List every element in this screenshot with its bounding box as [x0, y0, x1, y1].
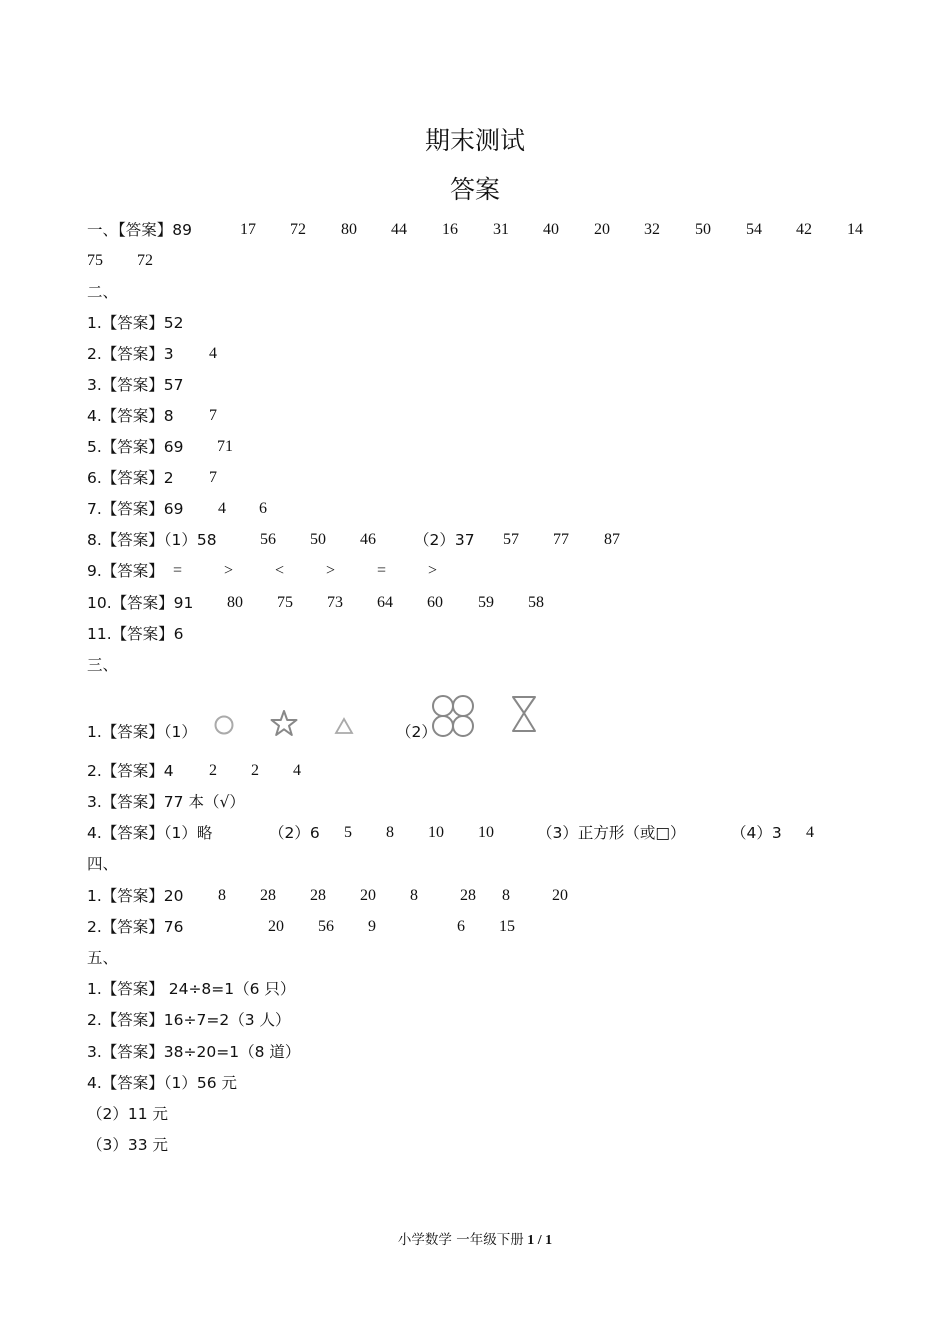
- section-1-label: 一、【答案】89: [87, 221, 192, 239]
- answer-value: 50: [695, 221, 711, 238]
- answer-value: （4）3: [731, 824, 782, 842]
- answer-value: 2: [251, 762, 259, 779]
- answer-value: 4: [806, 824, 814, 841]
- answer-value: >: [326, 562, 336, 579]
- answer-value: >: [224, 562, 234, 579]
- answer-line: [87, 624, 287, 644]
- answer-value: （3）正方形（或□）: [537, 824, 686, 842]
- answer-label: 4.【答案】8: [87, 407, 174, 425]
- page-footer: [0, 1228, 950, 1249]
- answer-line: [87, 917, 547, 937]
- answer-value: 87: [604, 531, 620, 548]
- answer-sub-label: （2）11 元: [87, 1105, 169, 1123]
- answer-value: 10: [428, 824, 444, 841]
- section-1-row-1: [87, 220, 887, 240]
- answer-value: 28: [260, 887, 276, 904]
- answer-label: 3.【答案】38÷20=1（8 道）: [87, 1043, 301, 1061]
- section-2-label: 二、: [87, 283, 119, 301]
- answer-value: 8: [386, 824, 394, 841]
- circle-icon: [213, 714, 235, 736]
- answer-line: [87, 561, 487, 581]
- answer-line: [87, 792, 327, 812]
- page-subtitle: 答案: [449, 175, 500, 204]
- answer-value: 28: [310, 887, 326, 904]
- answer-value: 15: [499, 918, 515, 935]
- answer-label: 2.【答案】3: [87, 345, 174, 363]
- answer-line: [87, 1135, 287, 1155]
- answer-value: 16: [442, 221, 458, 238]
- page-title: 期末测试: [424, 126, 525, 155]
- answer-label: 1.【答案】52: [87, 314, 184, 332]
- answer-sub-label: （3）33 元: [87, 1136, 169, 1154]
- answer-value: 72: [290, 221, 306, 238]
- section-4-label: 四、: [87, 855, 119, 873]
- answer-value: 20: [360, 887, 376, 904]
- answer-label: 10.【答案】91: [87, 594, 194, 612]
- answer-label: 1.【答案】20: [87, 887, 184, 905]
- answer-label: 6.【答案】2: [87, 469, 174, 487]
- answer-value: 80: [341, 221, 357, 238]
- answer-value: 2: [209, 762, 217, 779]
- answer-line: [87, 886, 587, 906]
- footer-page-number: 1 / 1: [527, 1233, 553, 1248]
- section-3-label: 三、: [87, 656, 119, 674]
- answer-value: 60: [427, 594, 443, 611]
- answer-line: [87, 593, 587, 613]
- answer-value: 46: [360, 531, 376, 548]
- answer-label: 1.【答案】 24÷8=1（6 只）: [87, 980, 296, 998]
- answer-line: [87, 761, 327, 781]
- answer-value: 9: [368, 918, 376, 935]
- answer-value: 72: [137, 252, 153, 269]
- answer-line: [87, 823, 827, 843]
- section-5-label: 五、: [87, 949, 119, 967]
- answer-label: 5.【答案】69: [87, 438, 184, 456]
- answer-value: >: [428, 562, 438, 579]
- answer-line: [87, 375, 287, 395]
- answer-value: 20: [594, 221, 610, 238]
- answer-value: 71: [217, 438, 233, 455]
- answer-value: 20: [268, 918, 284, 935]
- star-icon: [269, 709, 299, 737]
- answer-line: [87, 530, 647, 550]
- answer-label: 1.【答案】（1）: [87, 723, 197, 741]
- answer-line: [87, 344, 287, 364]
- answer-label: 4.【答案】（1）56 元: [87, 1074, 238, 1092]
- answer-value: 64: [377, 594, 393, 611]
- answer-value: 20: [552, 887, 568, 904]
- answer-value: 40: [543, 221, 559, 238]
- answer-value: 77: [553, 531, 569, 548]
- section-1-row-2: [87, 251, 187, 271]
- answer-line: [87, 1073, 387, 1093]
- answer-value: 8: [218, 887, 226, 904]
- answer-value: 58: [528, 594, 544, 611]
- answer-label: 3.【答案】77 本（√）: [87, 793, 245, 811]
- answer-value: 4: [293, 762, 301, 779]
- answer-value: <: [275, 562, 285, 579]
- stacked-triangles-icon: [510, 694, 540, 736]
- answer-label: 9.【答案】: [87, 562, 164, 580]
- answer-label: 11.【答案】6: [87, 625, 184, 643]
- answer-line: [87, 1010, 387, 1030]
- answer-value: 56: [318, 918, 334, 935]
- answer-line: [87, 468, 287, 488]
- answer-value: 6: [457, 918, 465, 935]
- answer-label: 7.【答案】69: [87, 500, 184, 518]
- four-circles-icon: [430, 693, 476, 739]
- answer-value: 75: [277, 594, 293, 611]
- answer-label: 4.【答案】（1）略: [87, 824, 213, 842]
- answer-value: 10: [478, 824, 494, 841]
- answer-value: 8: [410, 887, 418, 904]
- answer-label: 2.【答案】4: [87, 762, 174, 780]
- answer-value: 17: [240, 221, 256, 238]
- answer-value: 31: [493, 221, 509, 238]
- answer-line: [87, 437, 287, 457]
- answer-value: （2）37: [414, 531, 475, 549]
- answer-value: 5: [344, 824, 352, 841]
- footer-subject: 小学数学 一年级下册: [397, 1232, 524, 1248]
- triangle-icon: [333, 716, 355, 736]
- answer-line: [87, 979, 387, 999]
- answer-value: 32: [644, 221, 660, 238]
- answer-value: 4: [209, 345, 217, 362]
- answer-value: 7: [209, 407, 217, 424]
- answer-label: 2.【答案】16÷7=2（3 人）: [87, 1011, 291, 1029]
- answer-value: 6: [259, 500, 267, 517]
- answer-value: 59: [478, 594, 494, 611]
- answer-value: 54: [746, 221, 762, 238]
- answer-value: =: [377, 562, 387, 579]
- answer-label-part-2: （2）: [396, 723, 437, 741]
- answer-value: 7: [209, 469, 217, 486]
- answer-label: 2.【答案】76: [87, 918, 184, 936]
- answer-value: 44: [391, 221, 407, 238]
- answer-value: （2）6: [269, 824, 320, 842]
- answer-value: 42: [796, 221, 812, 238]
- answer-value: 80: [227, 594, 243, 611]
- answer-line: [87, 1042, 387, 1062]
- answer-line: [87, 1104, 287, 1124]
- answer-value: 8: [502, 887, 510, 904]
- answer-value: 56: [260, 531, 276, 548]
- answer-label: 8.【答案】（1）58: [87, 531, 217, 549]
- answer-value: =: [173, 562, 183, 579]
- answer-value: 28: [460, 887, 476, 904]
- answer-line: [87, 499, 287, 519]
- answer-label: 3.【答案】57: [87, 376, 184, 394]
- answer-value: 73: [327, 594, 343, 611]
- answer-value: 50: [310, 531, 326, 548]
- answer-line: [87, 313, 287, 333]
- answer-value: 57: [503, 531, 519, 548]
- answer-line: [87, 406, 287, 426]
- answer-value: 14: [847, 221, 863, 238]
- answer-value: 75: [87, 252, 103, 269]
- answer-value: 4: [218, 500, 226, 517]
